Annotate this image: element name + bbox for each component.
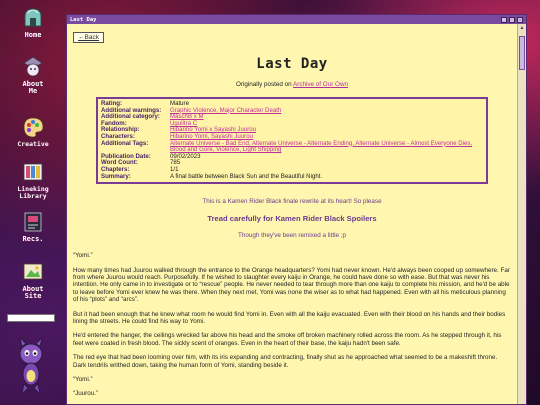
story-body bbox=[73, 252, 511, 398]
posted-line bbox=[73, 81, 511, 88]
meta-link[interactable]: Graphic Violence, Major Character Death bbox=[170, 106, 282, 114]
sidebar-item-label: Creative bbox=[17, 140, 49, 148]
meta-key: Publication Date: bbox=[101, 152, 151, 160]
back-button[interactable]: ←Back bbox=[73, 32, 104, 43]
posted-prefix: Originally posted on bbox=[235, 81, 294, 88]
meta-row bbox=[101, 141, 483, 154]
story-content bbox=[67, 24, 517, 404]
sidebar-item-label: Lineking Library bbox=[17, 185, 49, 200]
meta-value: 09/02/2023 bbox=[170, 152, 201, 160]
sidebar-item-label: About Site bbox=[22, 285, 44, 300]
scroll-thumb[interactable] bbox=[519, 36, 525, 70]
search-input[interactable] bbox=[7, 314, 55, 322]
recs-icon bbox=[20, 210, 46, 234]
sidebar-item-recs[interactable] bbox=[0, 210, 66, 243]
palette-icon bbox=[20, 115, 46, 139]
window-title: Last Day bbox=[70, 16, 97, 23]
about-me-icon bbox=[20, 55, 46, 79]
meta-link[interactable]: Uguiltra C bbox=[170, 119, 198, 127]
sidebar bbox=[0, 0, 66, 405]
ao3-link[interactable]: Archive of Our Own bbox=[293, 81, 348, 88]
maximize-icon[interactable]: □ bbox=[510, 16, 514, 22]
sidebar-item-home[interactable] bbox=[0, 6, 66, 39]
meta-link[interactable]: MaschB x M bbox=[170, 113, 204, 121]
scroll-up-icon[interactable]: ▲ bbox=[519, 25, 525, 31]
sidebar-item-creative[interactable] bbox=[0, 115, 66, 148]
library-icon bbox=[20, 160, 46, 184]
close-icon[interactable]: × bbox=[518, 16, 522, 22]
story-paragraph: But it had been enough that he knew what room he would find Yomi in. Even with all the kaiju evacuated. Even with their blood on his hands and their bodies lining the streets. He could find his way to Yomi. bbox=[73, 310, 506, 325]
meta-key: Additional warnings: bbox=[101, 106, 162, 114]
sidebar-item-label: About Me bbox=[22, 80, 44, 95]
meta-link[interactable]: Hibarino Yomi, Sayashi Juurou bbox=[170, 132, 253, 140]
intro-note: This is a Kamen Rider Black finale rewrite at its heart! So please bbox=[202, 198, 382, 206]
meta-key: Word Count: bbox=[101, 159, 138, 167]
story-paragraph: The red eye that had been looming over him, with its iris expanding and contracting, finally shut as he approached what seemed to be a makeshift throne. Dark tendrils writhed down, taking the human form of Yomi, standing beside it. bbox=[73, 354, 498, 369]
page-title: Last Day bbox=[256, 56, 328, 72]
window-titlebar[interactable] bbox=[67, 15, 526, 24]
sidebar-item-about-site[interactable] bbox=[0, 260, 66, 300]
meta-row bbox=[101, 154, 483, 161]
meta-value: A final battle between Black Sun and the Beautiful Night. bbox=[170, 172, 323, 180]
story-paragraph: He'd entered the hanger, the ceilings wrecked far above his head and the smoke off broken machinery rolled across the room. As he stepped through it, his feet were coated in fresh blood. The sickly scent of oranges. Even in the heart of their base, the kaiju hadn't been safe. bbox=[73, 332, 502, 347]
meta-key: Additional category: bbox=[101, 113, 160, 121]
meta-key: Summary: bbox=[101, 172, 131, 180]
sidebar-item-label: Home bbox=[24, 31, 42, 39]
meta-key: Relationship: bbox=[101, 126, 140, 134]
sidebar-item-about-me[interactable] bbox=[0, 55, 66, 95]
story-paragraph: “Juurou.” bbox=[73, 390, 99, 398]
meta-key: Additional Tags: bbox=[101, 139, 149, 147]
minimize-icon[interactable]: _ bbox=[502, 16, 506, 22]
sidebar-item-label: Recs. bbox=[22, 235, 44, 243]
window-controls bbox=[501, 17, 523, 23]
meta-value: 785 bbox=[170, 159, 181, 167]
mascot-image bbox=[14, 336, 48, 396]
meta-row bbox=[101, 174, 483, 181]
meta-value: 1/1 bbox=[170, 165, 179, 173]
meta-row bbox=[101, 114, 483, 121]
meta-row bbox=[101, 121, 483, 128]
meta-value: Mature bbox=[170, 100, 189, 107]
meta-key: Characters: bbox=[101, 132, 135, 140]
meta-link[interactable]: Alternate Universe - Bad End, Alternate Universe - Alternate Ending, Alternate Universe - Almost Everyone Dies, Blood and Gore, Violence, Light Shipping bbox=[170, 139, 473, 154]
meta-row bbox=[101, 160, 483, 167]
spoiler-warning: Tread carefully for Kamen Rider Black Spoilers bbox=[207, 214, 377, 224]
meta-key: Rating: bbox=[101, 100, 122, 107]
meta-row bbox=[101, 127, 483, 134]
meta-key: Fandom: bbox=[101, 119, 127, 127]
story-paragraph: “Yomi.” bbox=[73, 252, 93, 260]
story-window bbox=[66, 14, 527, 405]
home-icon bbox=[20, 6, 46, 30]
story-paragraph: “Yomi.” bbox=[73, 376, 93, 383]
sidebar-item-library[interactable] bbox=[0, 160, 66, 200]
remix-note: Though they've been remixed a little ;p bbox=[238, 232, 346, 240]
story-paragraph: How many times had Juurou walked through the entrance to the Orange headquarters? Yomi had never known. He'd always been cooped up somewhere. Far from where Juurou would reach. Purposefully. If he wished to slaughter every kaiju in Orange, he could have done so with ease. But that was never his intention. He only came in to investigate or to “rescue” people. He never needed to tear through more than one kaiju to complete his mission, and he'd be able to leave before Yomi ever knew he was there. When they next met, Yomi was none the wiser as to what had happened. Even with all his meticulous planning of his “plots” and “arcs”. bbox=[73, 266, 510, 304]
about-site-icon bbox=[20, 260, 46, 284]
scrollbar[interactable] bbox=[517, 24, 526, 404]
meta-key: Chapters: bbox=[101, 165, 130, 173]
work-metadata bbox=[96, 97, 488, 184]
meta-link[interactable]: Hibarino Yomi x Sayashi Juurou bbox=[170, 126, 257, 134]
